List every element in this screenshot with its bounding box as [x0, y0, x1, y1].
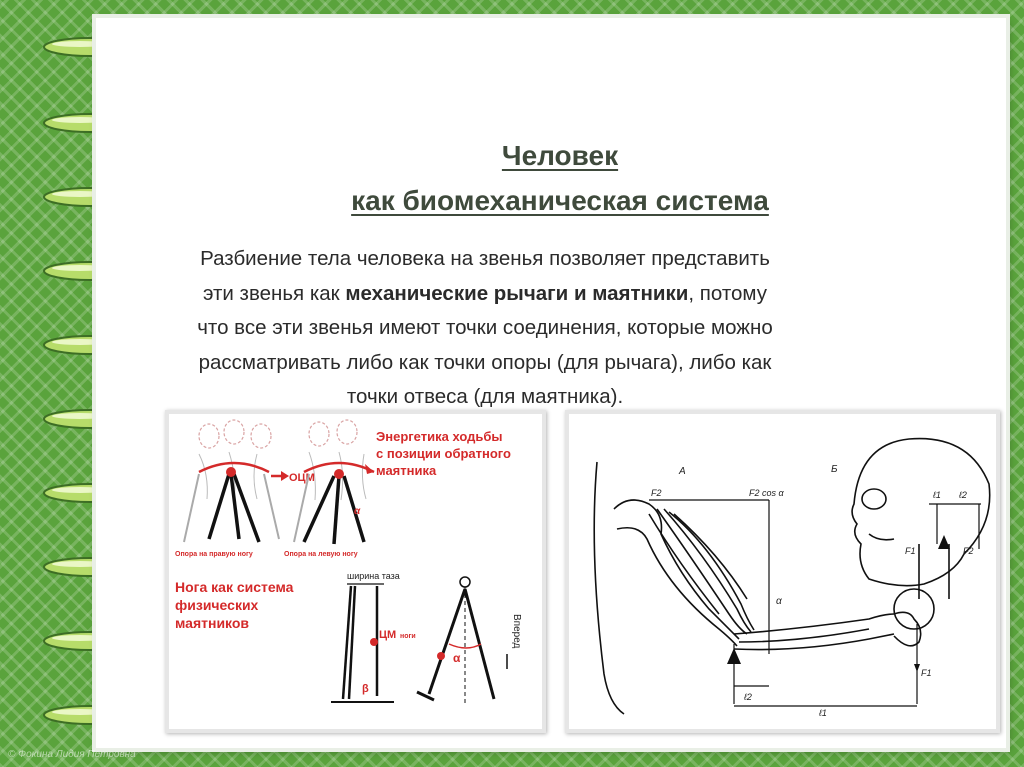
ocm-label: ОЦМ [289, 472, 315, 484]
pendulum-diagram [169, 414, 542, 729]
cm-label: ЦМ [379, 629, 397, 641]
paragraph-part2: , потому что все эти звенья имеют точки соединения, которые можно рассматривать либо как точки опоры (для рычага), либо как точки отвеса (для маятника). [197, 281, 773, 408]
paragraph-bold: механические рычаги и маятники [345, 281, 689, 305]
slide-title-line2: как биомеханическая система [351, 185, 769, 216]
label-b: Б [831, 464, 838, 475]
alpha-arm-label: α [776, 596, 782, 607]
leg-heading-2: физических [175, 597, 259, 613]
caption-left-leg: Опора на левую ногу [284, 551, 358, 558]
forward-label: Вперед [511, 614, 522, 649]
f1-arm-label: F1 [921, 668, 932, 678]
energy-heading-1: Энергетика ходьбы [376, 429, 503, 444]
skull-l2-label: ℓ2 [959, 490, 967, 500]
slide-title-line1: Человек [501, 140, 619, 171]
alpha2-label: α [453, 651, 461, 665]
skull-l1-label: ℓ1 [933, 490, 941, 500]
skull-f1-label: F1 [905, 546, 916, 556]
caption-right-leg: Опора на правую ногу [175, 551, 253, 558]
l1-arm-label: ℓ1 [819, 708, 827, 718]
energy-heading-2: с позиции обратного [376, 446, 511, 461]
f2-label: F2 [651, 488, 662, 498]
lever-arm-figure [565, 410, 1000, 733]
beta-label: β [362, 683, 369, 695]
pendulum-walking-figure [165, 410, 546, 733]
pelvis-width-label: ширина таза [347, 571, 400, 581]
lever-diagram [569, 414, 996, 729]
watermark: © Фокина Лидия Петровна [8, 749, 136, 760]
alpha-label: α [354, 506, 361, 517]
energy-heading-3: маятника [376, 463, 437, 478]
leg-heading-3: маятников [175, 615, 250, 631]
f2cos-label: F2 cos α [749, 488, 784, 498]
body-paragraph [185, 242, 785, 415]
skull-f2-label: F2 [963, 546, 974, 556]
cm-sub-label: ноги [400, 633, 416, 640]
leg-heading-1: Нога как система [175, 579, 294, 595]
l2-arm-label: ℓ2 [744, 692, 752, 702]
paragraph-part1: Разбиение тела человека на звенья позволяет представить эти звенья как [200, 247, 770, 305]
label-a: А [679, 466, 686, 477]
